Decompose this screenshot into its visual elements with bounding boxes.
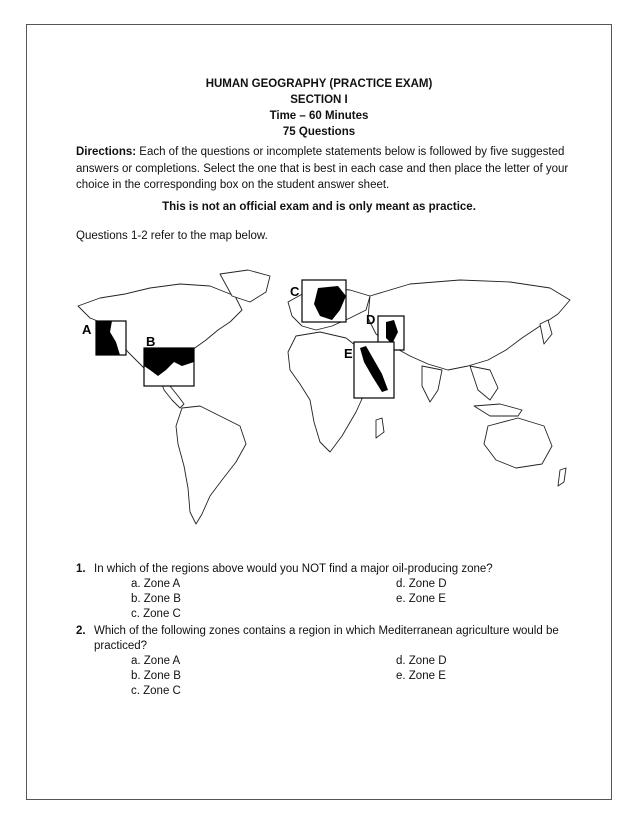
- question-2-choice-a: a. Zone A: [131, 655, 181, 667]
- madagascar-shape: [376, 418, 384, 438]
- question-list: [76, 562, 576, 701]
- world-map-graphic: [70, 266, 580, 530]
- question-2-choice-c: c. Zone C: [131, 685, 181, 697]
- question-2-stem: [76, 624, 576, 654]
- question-1-choice-c: c. Zone C: [131, 608, 181, 620]
- zone-c-label: C: [290, 284, 300, 299]
- question-2-number: 2.: [76, 625, 86, 637]
- exam-time: Time – 60 Minutes: [269, 110, 369, 122]
- question-1: [76, 562, 576, 624]
- question-1-choice-b: b. Zone B: [131, 593, 181, 605]
- japan-shape: [540, 320, 552, 344]
- exam-section: SECTION I: [290, 94, 348, 106]
- new-zealand-shape: [558, 468, 566, 486]
- zone-d-label: D: [366, 312, 376, 327]
- question-1-choice-a: a. Zone A: [131, 578, 181, 590]
- world-map: [70, 266, 580, 530]
- question-1-stem: [76, 562, 576, 577]
- practice-notice: This is not an official exam and is only meant as practice.: [162, 201, 476, 213]
- question-1-choices: [76, 577, 576, 624]
- question-1-choice-d: d. Zone D: [396, 578, 447, 590]
- map-intro: Questions 1-2 refer to the map below.: [76, 230, 268, 242]
- question-2-choice-b: b. Zone B: [131, 670, 181, 682]
- exam-title: HUMAN GEOGRAPHY (PRACTICE EXAM): [205, 78, 433, 90]
- question-2-choice-d: d. Zone D: [396, 655, 447, 667]
- question-2-text: Which of the following zones contains a region in which Mediterranean agriculture would be practiced?: [94, 625, 559, 652]
- australia-shape: [484, 418, 552, 468]
- directions-label: Directions:: [76, 146, 137, 158]
- question-2-choice-e: e. Zone E: [396, 670, 446, 682]
- indonesia-shape: [474, 404, 522, 416]
- question-1-text: In which of the regions above would you NOT find a major oil-producing zone?: [94, 563, 493, 575]
- india-shape: [422, 366, 442, 402]
- zone-e-label: E: [344, 346, 353, 361]
- question-1-choice-e: e. Zone E: [396, 593, 446, 605]
- directions-paragraph: [76, 144, 576, 194]
- question-1-number: 1.: [76, 563, 86, 575]
- southeast-asia-shape: [470, 366, 498, 400]
- question-2-choices: [76, 654, 576, 701]
- zone-a-label: A: [82, 322, 92, 337]
- question-2: [76, 624, 576, 701]
- directions-text: Each of the questions or incomplete statements below is followed by five suggested answers or completions. Select the one that is best in each case and then place the letter of your choice in the corresponding box on the student answer sheet.: [76, 146, 569, 191]
- zone-b-label: B: [146, 334, 156, 349]
- south-america-shape: [176, 406, 246, 524]
- exam-header: [0, 76, 638, 140]
- exam-question-count: 75 Questions: [282, 126, 356, 138]
